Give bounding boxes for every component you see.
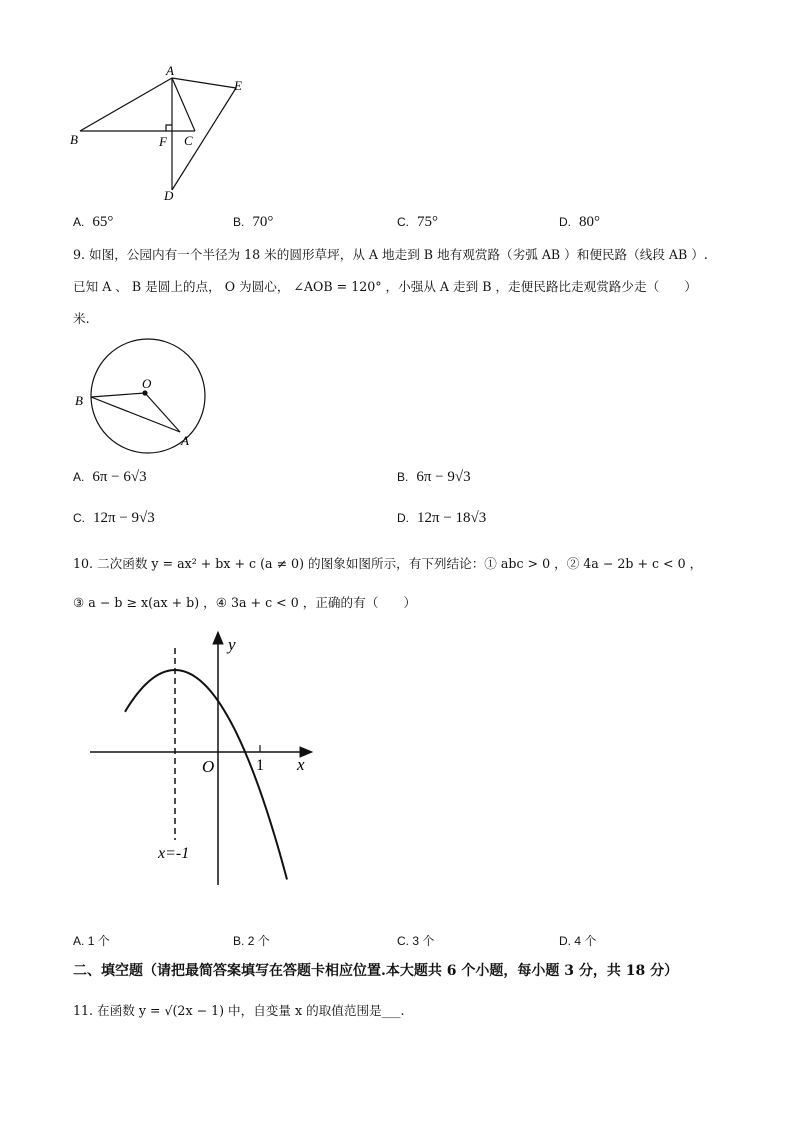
label-F: F (159, 134, 167, 149)
label-axis-of-symmetry: x=-1 (158, 845, 190, 862)
label-B: B (75, 393, 83, 408)
q10-option-c[interactable]: C. 3 个 (397, 934, 435, 948)
q9-text-line2: 已知 A 、 B 是圆上的点， O 为圆心， ∠AOB = 120° ，小强从 A 走到 B ，走便民路比走观赏路少走（ ） (73, 279, 697, 294)
label-E: E (234, 78, 242, 93)
label-D: D (164, 188, 174, 203)
q9-option-c[interactable]: C. 12π − 9√3 (73, 510, 155, 526)
label-A: A (166, 63, 174, 78)
q8-option-a[interactable]: A. 65° (73, 214, 114, 230)
q10-figure (90, 632, 312, 885)
q8-option-d[interactable]: D. 80° (559, 214, 600, 230)
q10-option-b[interactable]: B. 2 个 (233, 934, 270, 948)
q9-option-a[interactable]: A. 6π − 6√3 (73, 469, 147, 485)
q11-text: 11. 在函数 y = √(2x − 1) 中，自变量 x 的取值范围是___. (73, 1003, 405, 1018)
q9-text-line3: 米. (73, 311, 90, 326)
q9-text-line1: 9. 如图，公园内有一个半径为 18 米的圆形草坪，从 A 地走到 B 地有观赏路（劣弧 AB ）和便民路（线段 AB ）. (73, 247, 708, 262)
q8-figure (80, 78, 236, 190)
section-heading: 二、填空题（请把最简答案填写在答题卡相应位置.本大题共 6 个小题，每小题 3 分，共 18 分） (73, 963, 679, 979)
label-1: 1 (256, 757, 264, 774)
label-C: C (184, 133, 193, 148)
label-B: B (70, 132, 78, 147)
label-x: x (297, 755, 305, 774)
q9-option-d[interactable]: D. 12π − 18√3 (397, 510, 487, 526)
q10-text-line1: 10. 二次函数 y = ax² + bx + c (a ≠ 0) 的图象如图所示，有下列结论：① abc > 0 ，② 4a − 2b + c < 0 ， (73, 556, 703, 571)
q8-option-c[interactable]: C. 75° (397, 214, 438, 230)
label-O: O (142, 376, 152, 391)
label-y: y (228, 635, 236, 654)
label-O: O (202, 757, 215, 776)
q8-option-b[interactable]: B. 70° (233, 214, 274, 230)
q10-text-line2: ③ a − b ≥ x(ax + b) ，④ 3a + c < 0 ，正确的有（ ） (73, 595, 417, 610)
q9-option-b[interactable]: B. 6π − 9√3 (397, 469, 471, 485)
q10-option-a[interactable]: A. 1 个 (73, 934, 110, 948)
label-A: A (181, 433, 189, 448)
q10-option-d[interactable]: D. 4 个 (559, 934, 597, 948)
